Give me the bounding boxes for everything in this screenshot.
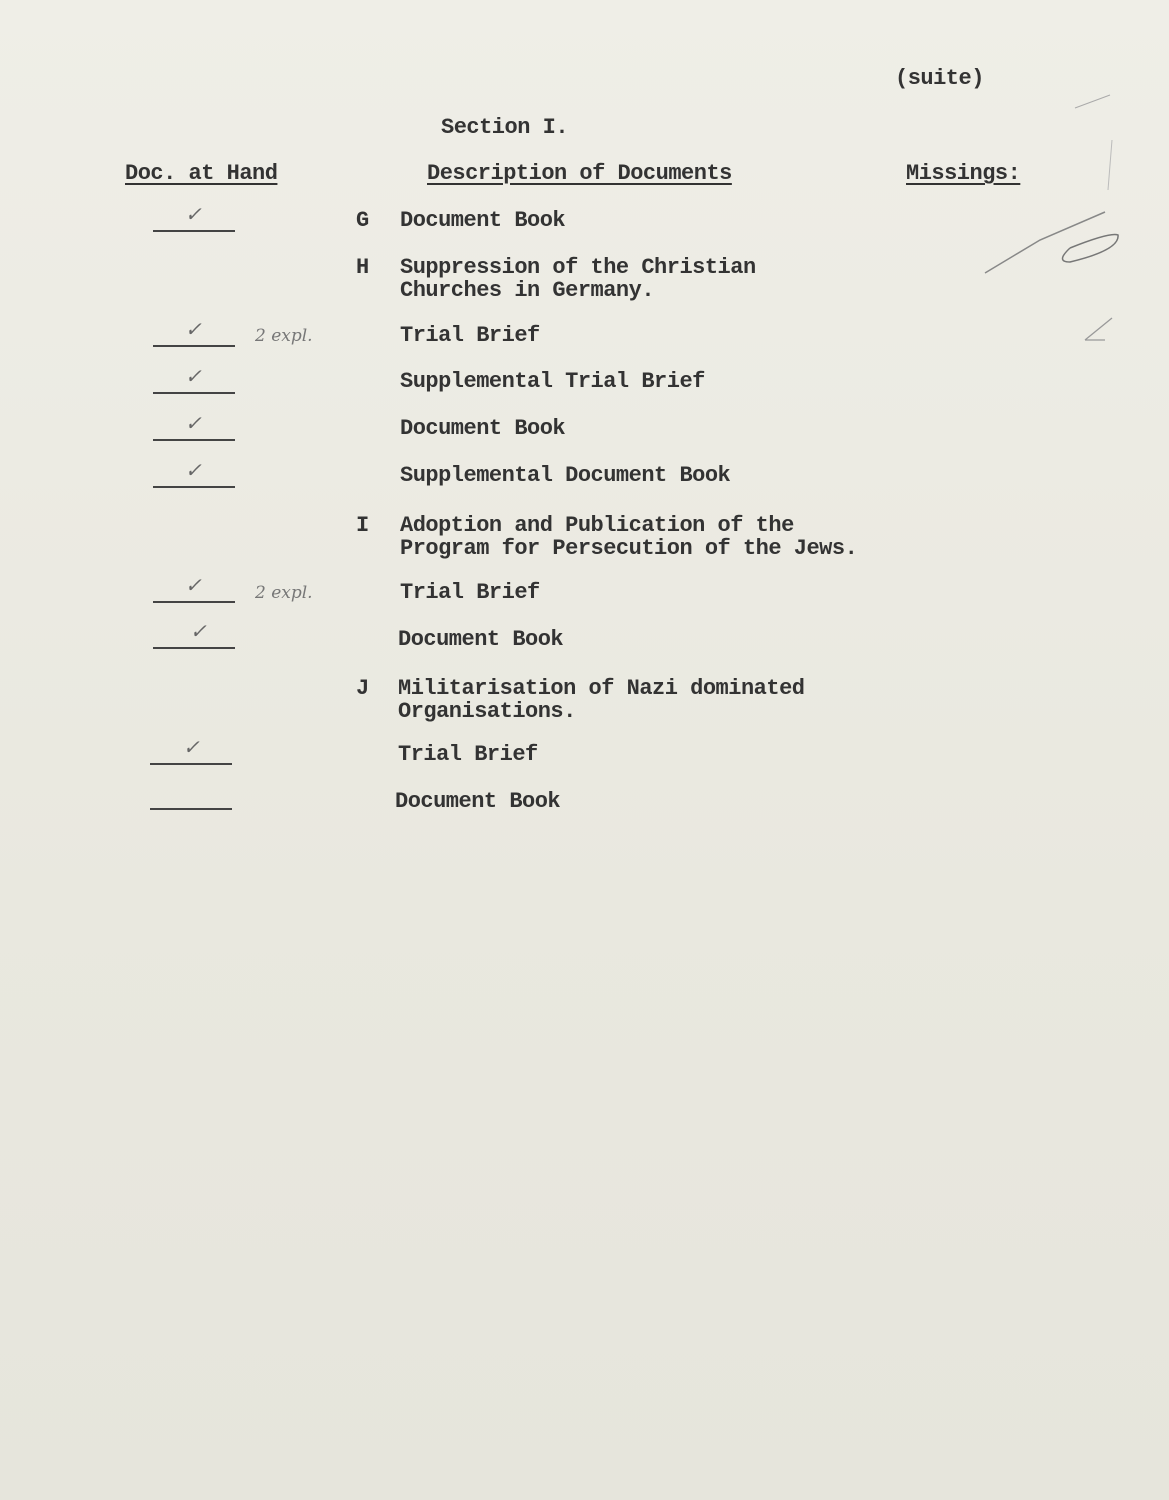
at-hand-line bbox=[153, 392, 235, 394]
group-title-line: Suppression of the Christian bbox=[400, 255, 756, 280]
group-title: Document Book bbox=[400, 208, 566, 233]
check-mark-icon: ✓ bbox=[185, 202, 202, 226]
check-mark-icon: ✓ bbox=[185, 458, 202, 482]
check-mark-icon: ✓ bbox=[185, 411, 202, 435]
at-hand-line bbox=[153, 439, 235, 441]
item-label: Document Book bbox=[400, 416, 566, 441]
item-label: Supplemental Trial Brief bbox=[400, 369, 705, 394]
group-title-line: Adoption and Publication of the bbox=[400, 513, 794, 538]
section-title: Section I. bbox=[441, 115, 569, 140]
group-letter: G bbox=[356, 208, 369, 233]
column-header-at-hand: Doc. at Hand bbox=[125, 161, 278, 186]
group-title-line: Churches in Germany. bbox=[400, 278, 655, 303]
at-hand-line bbox=[153, 230, 235, 232]
at-hand-line bbox=[150, 763, 232, 765]
at-hand-line bbox=[153, 345, 235, 347]
column-header-missing: Missings: bbox=[906, 161, 1021, 186]
check-mark-icon: ✓ bbox=[185, 573, 202, 597]
at-hand-line bbox=[150, 808, 232, 810]
group-title-line: Militarisation of Nazi dominated bbox=[398, 676, 805, 701]
check-mark-icon: ✓ bbox=[185, 364, 202, 388]
column-header-description: Description of Documents bbox=[427, 161, 732, 186]
group-letter: J bbox=[356, 676, 369, 701]
item-label: Document Book bbox=[398, 627, 564, 652]
group-letter: I bbox=[356, 513, 369, 538]
handwritten-note: 2 expl. bbox=[255, 583, 313, 603]
at-hand-line bbox=[153, 601, 235, 603]
suite-label: (suite) bbox=[895, 66, 984, 91]
item-label: Trial Brief bbox=[398, 742, 538, 767]
group-title-line: Program for Persecution of the Jews. bbox=[400, 536, 858, 561]
check-mark-icon: ✓ bbox=[190, 619, 207, 643]
item-label: Supplemental Document Book bbox=[400, 463, 731, 488]
check-mark-icon: ✓ bbox=[183, 735, 200, 759]
item-label: Document Book bbox=[395, 789, 561, 814]
group-title-line: Organisations. bbox=[398, 699, 576, 724]
check-mark-icon: ✓ bbox=[185, 317, 202, 341]
at-hand-line bbox=[153, 486, 235, 488]
item-label: Trial Brief bbox=[400, 580, 540, 605]
group-letter: H bbox=[356, 255, 369, 280]
item-label: Trial Brief bbox=[400, 323, 540, 348]
at-hand-line bbox=[153, 647, 235, 649]
handwritten-note: 2 expl. bbox=[255, 326, 313, 346]
